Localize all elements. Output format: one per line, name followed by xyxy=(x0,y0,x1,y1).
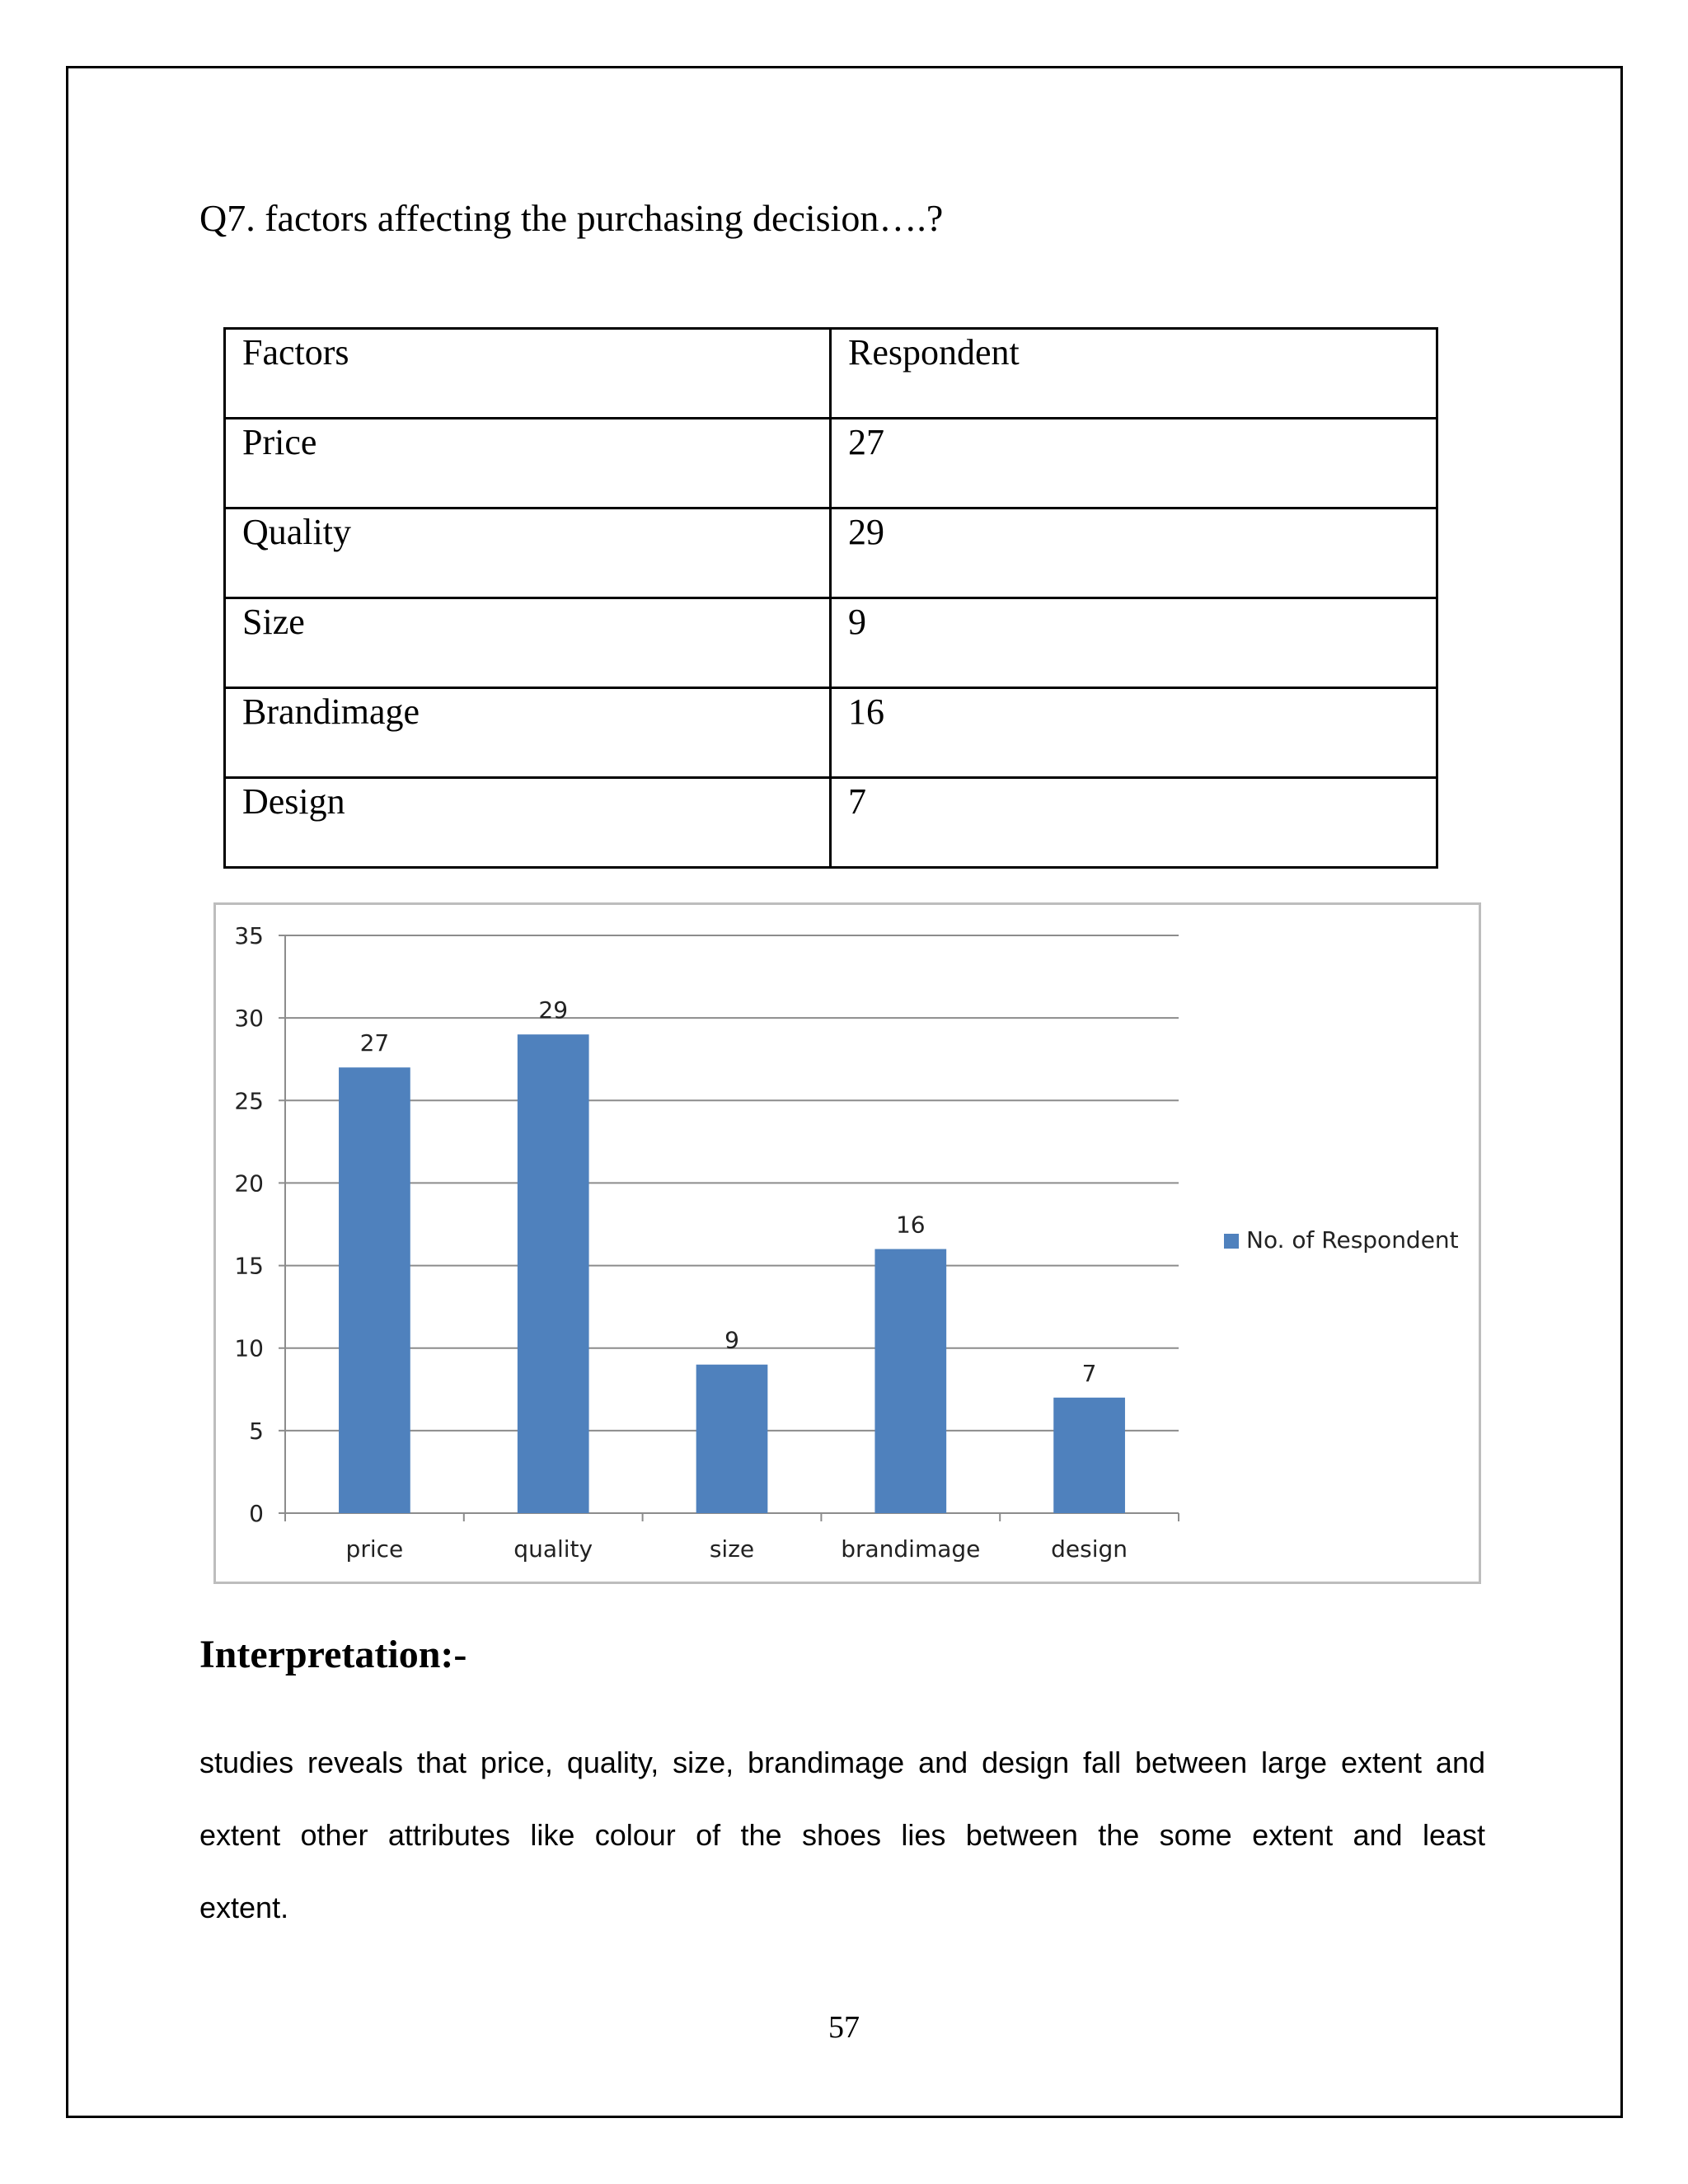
table-header-row xyxy=(225,329,1437,419)
legend-swatch xyxy=(1224,1234,1239,1249)
table-cell-factor: Quality xyxy=(225,509,831,598)
y-tick-label: 20 xyxy=(234,1169,264,1197)
data-label: 29 xyxy=(538,996,569,1024)
table-cell-factor: Brandimage xyxy=(225,688,831,778)
y-tick-label: 15 xyxy=(234,1252,264,1280)
bar xyxy=(339,1067,410,1513)
data-label: 16 xyxy=(895,1211,926,1239)
table-cell-factor: Size xyxy=(225,598,831,688)
x-category-label: price xyxy=(345,1535,404,1563)
table-cell-factor: Design xyxy=(225,778,831,868)
x-category-label: quality xyxy=(513,1535,593,1563)
bar-chart xyxy=(213,902,1481,1584)
y-tick-label: 0 xyxy=(249,1500,264,1527)
data-label: 7 xyxy=(1081,1359,1097,1387)
interpretation-text: studies reveals that price, quality, size, brandimage and design fall between large extent and extent other attributes like colour of the shoes lies between the some extent and least extent. xyxy=(199,1746,1485,1924)
bar xyxy=(518,1034,589,1513)
data-label: 9 xyxy=(724,1326,739,1354)
bar xyxy=(874,1249,946,1513)
bar xyxy=(1053,1398,1125,1513)
table-cell-respondent: 16 xyxy=(831,688,1437,778)
interpretation-title: Interpretation:- xyxy=(199,1633,467,1676)
x-category-label: size xyxy=(709,1535,755,1563)
table-cell-respondent: 9 xyxy=(831,598,1437,688)
table-row xyxy=(225,598,1437,688)
y-tick-label: 5 xyxy=(249,1417,264,1445)
table-row xyxy=(225,419,1437,509)
table-cell-factor: Price xyxy=(225,419,831,509)
table-row xyxy=(225,509,1437,598)
x-category-label: design xyxy=(1051,1535,1128,1563)
table-row xyxy=(225,778,1437,868)
y-tick-label: 30 xyxy=(234,1005,264,1033)
bar xyxy=(696,1365,768,1513)
legend-label: No. of Respondent xyxy=(1246,1226,1459,1254)
table-header-cell: Factors xyxy=(225,329,831,419)
table-cell-respondent: 7 xyxy=(831,778,1437,868)
y-tick-label: 25 xyxy=(234,1087,264,1115)
table-row xyxy=(225,688,1437,778)
bar-chart-svg xyxy=(216,905,1479,1582)
factors-table xyxy=(223,327,1438,869)
y-tick-label: 35 xyxy=(234,922,264,949)
x-category-label: brandimage xyxy=(841,1535,981,1563)
data-label: 27 xyxy=(359,1029,390,1057)
table-cell-respondent: 27 xyxy=(831,419,1437,509)
y-tick-label: 10 xyxy=(234,1334,264,1362)
page-number: 57 xyxy=(828,2010,860,2045)
table-cell-respondent: 29 xyxy=(831,509,1437,598)
question-heading: Q7. factors affecting the purchasing decision….? xyxy=(199,197,944,239)
table-header-cell: Respondent xyxy=(831,329,1437,419)
